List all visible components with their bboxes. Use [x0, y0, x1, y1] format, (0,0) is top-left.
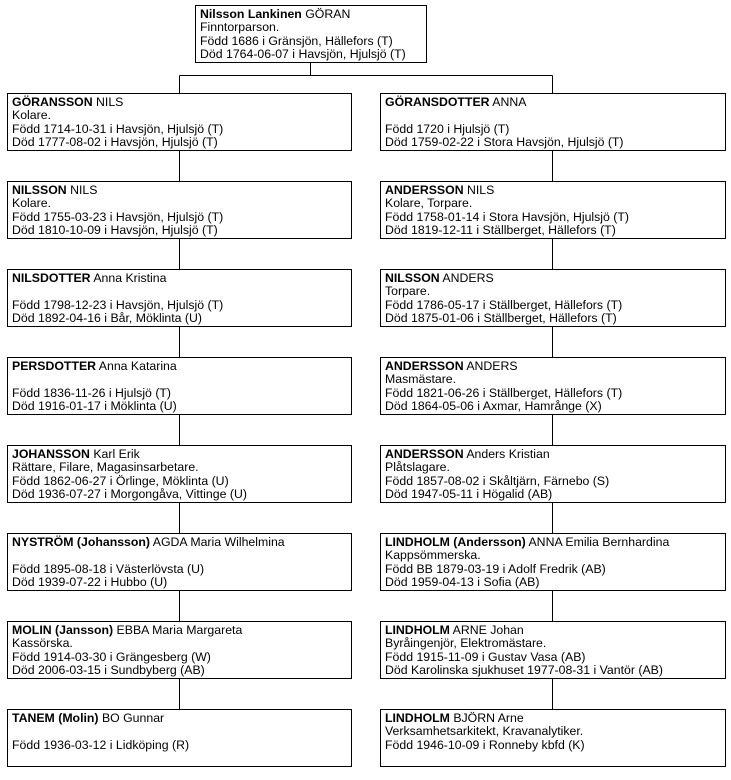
- surname: LINDHOLM (Andersson): [385, 535, 526, 549]
- surname: ANDERSSON: [385, 447, 464, 461]
- surname: ANDERSSON: [385, 359, 464, 373]
- surname: Nilsson Lankinen: [200, 7, 302, 21]
- birth-record: Född BB 1879-03-19 i Adolf Fredrik (AB): [385, 561, 606, 576]
- person-name: [12, 624, 351, 637]
- person-box-left-3: [7, 269, 352, 327]
- given-name: ANNA Emilia Bernhardina: [528, 535, 670, 549]
- birth-record: Född 1798-12-23 i Havsjön, Hjulsjö (T): [12, 297, 224, 312]
- surname: TANEM (Molin): [12, 711, 99, 725]
- birth-record: Född 1895-08-18 i Västerlövsta (U): [12, 561, 205, 576]
- surname: ANDERSSON: [385, 183, 464, 197]
- surname: NILSSON: [12, 183, 67, 197]
- birth-record: Född 1786-05-17 i Ställberget, Hällefors (T): [385, 297, 623, 312]
- death-record: Död Karolinska sjukhuset 1977-08-31 i Vantör (AB): [385, 662, 663, 677]
- occupation: Verksamhetsarkitekt, Kravanalytiker.: [385, 724, 584, 739]
- surname: MOLIN (Jansson): [12, 623, 114, 637]
- death-record: Död 1764-06-07 i Havsjön, Hjulsjö (T): [200, 46, 406, 61]
- surname: LINDHOLM: [385, 623, 450, 637]
- birth-record: Född 1758-01-14 i Stora Havsjön, Hjulsjö (T): [385, 209, 629, 224]
- death-record: Död 1936-07-27 i Morgongåva, Vittinge (U): [12, 486, 247, 501]
- birth-record: Född 1914-03-30 i Grängesberg (W): [12, 649, 211, 664]
- person-box-right-5: [380, 445, 726, 503]
- occupation: Kappsömmerska.: [385, 548, 481, 563]
- surname: JOHANSSON: [12, 447, 90, 461]
- person-name: [12, 96, 351, 109]
- occupation: [12, 285, 351, 298]
- given-name: Anna Katarina: [98, 359, 177, 373]
- given-name: NILS: [70, 183, 98, 197]
- person-name: [385, 360, 725, 373]
- death-record: Död 2006-03-15 i Sundbyberg (AB): [12, 662, 205, 677]
- person-box-left-2: [7, 181, 352, 239]
- death-record: [385, 752, 725, 765]
- surname: NYSTRÖM (Johansson): [12, 535, 151, 549]
- occupation: [385, 109, 725, 122]
- person-name: [12, 360, 351, 373]
- given-name: ANNA: [492, 95, 527, 109]
- birth-record: Född 1686 i Gränsjön, Hällefors (T): [200, 33, 393, 48]
- occupation: Kolare, Torpare.: [385, 196, 473, 211]
- surname: PERSDOTTER: [12, 359, 97, 373]
- given-name: EBBA Maria Margareta: [116, 623, 243, 637]
- birth-record: Född 1720 i Hjulsjö (T): [385, 121, 510, 136]
- birth-record: Född 1821-06-26 i Ställberget, Hällefors (T): [385, 385, 623, 400]
- person-name: [12, 184, 351, 197]
- person-box-left-8: [7, 709, 352, 767]
- person-box-left-1: [7, 93, 352, 151]
- given-name: Anders Kristian: [466, 447, 550, 461]
- birth-record: Född 1915-11-09 i Gustav Vasa (AB): [385, 649, 586, 664]
- surname: NILSSON: [385, 271, 440, 285]
- person-name: [12, 712, 351, 725]
- birth-record: Född 1862-06-27 i Örlinge, Möklinta (U): [12, 473, 229, 488]
- person-box-root: [195, 5, 427, 63]
- death-record: Död 1819-12-11 i Ställberget, Hällefors (T): [385, 222, 616, 237]
- occupation: Torpare.: [385, 284, 431, 299]
- person-box-right-8: [380, 709, 726, 767]
- death-record: Död 1959-04-13 i Sofia (AB): [385, 574, 540, 589]
- person-name: [12, 448, 351, 461]
- occupation: Rättare, Filare, Magasinsarbetare.: [12, 460, 199, 475]
- surname: NILSDOTTER: [12, 271, 91, 285]
- given-name: BJÖRN Arne: [453, 711, 524, 725]
- given-name: BO Gunnar: [101, 711, 165, 725]
- person-box-right-7: [380, 621, 726, 679]
- person-name: [385, 184, 725, 197]
- person-box-right-4: [380, 357, 726, 415]
- occupation: Masmästare.: [385, 372, 457, 387]
- occupation: Kolare.: [12, 196, 51, 211]
- death-record: Död 1759-02-22 i Stora Havsjön, Hjulsjö (T): [385, 134, 624, 149]
- death-record: Död 1939-07-22 i Hubbo (U): [12, 574, 168, 589]
- occupation: [12, 725, 351, 738]
- occupation: Kassörska.: [12, 636, 73, 651]
- given-name: NILS: [96, 95, 124, 109]
- given-name: ANDERS: [442, 271, 494, 285]
- person-name: [385, 624, 725, 637]
- person-name: [200, 8, 426, 21]
- given-name: AGDA Maria Wilhelmina: [152, 535, 285, 549]
- birth-record: Född 1936-03-12 i Lidköping (R): [12, 737, 190, 752]
- given-name: Anna Kristina: [93, 271, 167, 285]
- birth-record: Född 1755-03-23 i Havsjön, Hjulsjö (T): [12, 209, 224, 224]
- death-record: Död 1892-04-16 i Bår, Möklinta (U): [12, 310, 203, 325]
- surname: LINDHOLM: [385, 711, 450, 725]
- person-box-right-6: [380, 533, 726, 591]
- birth-record: Född 1836-11-26 i Hjulsjö (T): [12, 385, 172, 400]
- person-name: [385, 536, 725, 549]
- person-box-left-4: [7, 357, 352, 415]
- person-box-left-7: [7, 621, 352, 679]
- death-record: Död 1916-01-17 i Möklinta (U): [12, 398, 177, 413]
- occupation: [12, 549, 351, 562]
- death-record: [12, 752, 351, 765]
- person-box-right-2: [380, 181, 726, 239]
- birth-record: Född 1946-10-09 i Ronneby kbfd (K): [385, 737, 585, 752]
- person-name: [12, 272, 351, 285]
- occupation: Byråingenjör, Elektromästare.: [385, 636, 547, 651]
- occupation: [12, 373, 351, 386]
- birth-record: Född 1714-10-31 i Havsjön, Hjulsjö (T): [12, 121, 224, 136]
- given-name: NILS: [467, 183, 495, 197]
- person-box-left-6: [7, 533, 352, 591]
- occupation: Kolare.: [12, 108, 51, 123]
- occupation: Finntorparson.: [200, 20, 280, 35]
- given-name: Karl Erik: [93, 447, 140, 461]
- person-name: [385, 712, 725, 725]
- person-name: [385, 448, 725, 461]
- occupation: Plåtslagare.: [385, 460, 450, 475]
- given-name: ARNE Johan: [452, 623, 524, 637]
- surname: GÖRANSSON: [12, 95, 93, 109]
- death-record: Död 1777-08-02 i Havsjön, Hjulsjö (T): [12, 134, 218, 149]
- death-record: Död 1875-01-06 i Ställberget, Hällefors (T): [385, 310, 617, 325]
- person-name: [12, 536, 351, 549]
- death-record: Död 1810-10-09 i Havsjön, Hjulsjö (T): [12, 222, 218, 237]
- given-name: GÖRAN: [305, 7, 351, 21]
- given-name: ANDERS: [466, 359, 518, 373]
- person-name: [385, 272, 725, 285]
- birth-record: Född 1857-08-02 i Skåltjärn, Färnebo (S): [385, 473, 610, 488]
- person-box-right-3: [380, 269, 726, 327]
- surname: GÖRANSDOTTER: [385, 95, 490, 109]
- death-record: Död 1947-05-11 i Högalid (AB): [385, 486, 553, 501]
- death-record: Död 1864-05-06 i Axmar, Hamrånge (X): [385, 398, 602, 413]
- person-name: [385, 96, 725, 109]
- person-box-left-5: [7, 445, 352, 503]
- person-box-right-1: [380, 93, 726, 151]
